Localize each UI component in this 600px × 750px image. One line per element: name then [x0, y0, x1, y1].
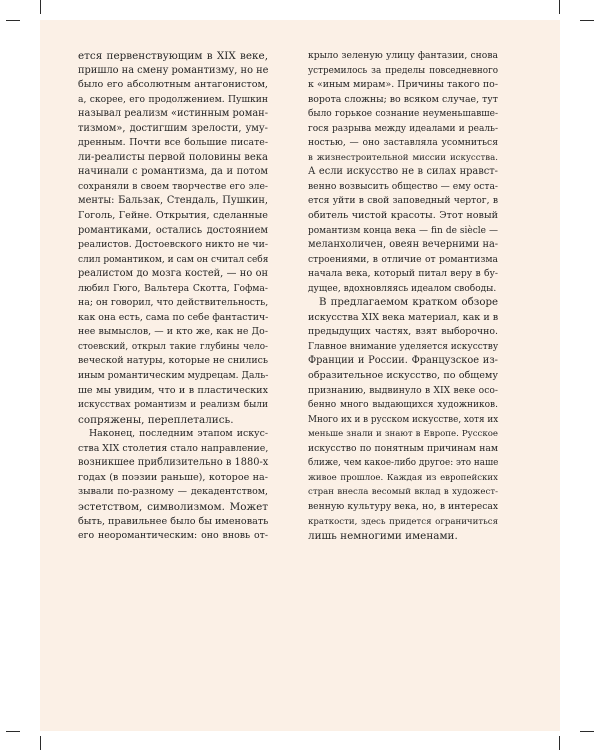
crop-mark-bottom-left-v	[40, 736, 41, 750]
crop-mark-bottom-left-h	[6, 731, 20, 732]
text-line: Главное внимание уделяется искусству	[308, 341, 499, 352]
text-line: признанию, выдвинуло в XIX веке осо-	[308, 384, 498, 396]
text-line: реалистом до мозга костей, — но он	[78, 268, 268, 280]
text-line: было его абсолютным антагонистом,	[78, 79, 268, 91]
text-line: дущее, вдохновляясь идеалом свободы.	[308, 283, 497, 294]
text-column-left	[78, 49, 268, 544]
text-line: строениями, в отличие от романтизма	[308, 253, 498, 265]
crop-mark-top-left-v	[40, 0, 41, 14]
text-line: романтизм конца века — fin de siècle —	[308, 225, 498, 236]
text-line: венно возвысить общество — ему оста-	[308, 180, 499, 192]
text-line: ше мы увидим, что и в пластических	[78, 384, 268, 396]
text-line: образительное искусство, по общему	[308, 370, 498, 382]
text-line: В предлагаемом кратком обзоре	[319, 297, 498, 309]
text-line: тизмом», достигшим зрелости, уму-	[78, 122, 268, 134]
text-line: романтиками, остались достоянием	[78, 224, 268, 236]
crop-mark-bottom-right-h	[580, 731, 594, 732]
text-line: А если искусство не в силах нравст-	[308, 166, 498, 178]
text-line: лишь немногими именами.	[308, 530, 458, 543]
text-line: меланхоличен, овеян вечерними на-	[308, 239, 499, 251]
text-line: дренным. Почти все большие писате-	[78, 137, 268, 149]
text-line: веческой натуры, которые не снились	[78, 355, 268, 367]
text-line: Гоголь, Гейне. Открытия, сделанные	[78, 210, 268, 222]
text-line: быть, правильнее было бы именовать	[78, 515, 269, 527]
text-line: иным романтическим мудрецам. Даль-	[78, 370, 269, 382]
text-line: его неоромантическим: оно вновь от-	[78, 530, 268, 542]
text-line: меньше знали и знают в Европе. Русское	[308, 429, 498, 440]
text-line: краткости, здесь придется ограничиться	[308, 516, 498, 527]
text-line: ностью, — оно заставляла усомниться	[308, 137, 498, 149]
text-line: ется первенствующим в XIX веке,	[78, 50, 268, 62]
text-line: стран внесла весомый вклад в художест-	[308, 487, 498, 498]
text-line: ворота сложны; во всяком случае, тут	[308, 93, 498, 105]
text-line: нее вымыслов, — и кто же, как не До-	[78, 326, 268, 338]
text-line: начинали с романтизма, да и потом	[78, 166, 268, 178]
text-line: ближе, чем какое-либо другое: это наше	[308, 458, 499, 469]
text-line: Франции и России. Французское из-	[308, 355, 498, 367]
text-line: гося разрыва между идеалами и реаль-	[308, 123, 498, 134]
text-line: крыло зеленую улицу фантазии, снова	[308, 50, 498, 61]
text-line: в жизнестроительной миссии искусства.	[308, 152, 498, 163]
crop-mark-top-left-h	[6, 20, 20, 21]
crop-mark-bottom-right-v	[559, 736, 560, 750]
text-line: к «иным мирам». Причины такого по-	[308, 79, 498, 91]
text-line: искусствах романтизм и реализм были	[78, 400, 268, 411]
text-line: сопряжены, переплетались.	[78, 413, 234, 426]
text-line: а, скорее, его продолжением. Пушкин	[78, 93, 268, 105]
text-line: ства XIX столетия стало направление,	[78, 442, 269, 454]
text-line: предыдущих частях, взят выборочно.	[308, 326, 498, 338]
text-line: Наконец, последним этапом искус-	[89, 428, 268, 440]
text-line: начала века, который питал веру в бу-	[308, 268, 498, 280]
crop-mark-top-right-h	[580, 20, 594, 21]
text-column-right	[308, 49, 498, 544]
text-line: зывали по-разному — декадентством,	[78, 486, 268, 498]
text-line: устремилось за пределы повседневного	[308, 65, 498, 76]
crop-mark-top-right-v	[559, 0, 560, 14]
text-line: менты: Бальзак, Стендаль, Пушкин,	[78, 195, 268, 207]
text-line: на; он говорил, что действительность,	[78, 297, 269, 309]
text-line: живое прошлое. Каждая из европейских	[308, 472, 498, 483]
text-line: было горькое сознание неуменьшавше-	[308, 109, 498, 120]
text-line: искусства XIX века материал, как и в	[308, 311, 499, 323]
text-line: венную культуру века, но, в интересах	[308, 500, 498, 512]
text-line: слил романтиком, и сам он считал себя	[78, 254, 269, 265]
text-line: пришло на смену романтизму, но не	[78, 64, 269, 76]
text-line: стоевский, открыл такие глубины чело-	[78, 341, 268, 352]
text-line: годах (в поэзии раньше), которое на-	[78, 471, 268, 483]
text-line: сохраняли в своем творчестве его эле-	[78, 180, 268, 192]
text-line: бенно много выдающихся художников.	[308, 400, 498, 411]
text-line: как она есть, сама по себе фантастич-	[78, 311, 269, 323]
text-line: ли-реалисты первой половины века	[78, 151, 268, 163]
text-line: Много их и в русском искусстве, хотя их	[308, 414, 499, 425]
text-line: реалистов. Достоевского никто не чи-	[78, 239, 268, 251]
text-line: любил Гюго, Вальтера Скотта, Гофма-	[78, 282, 268, 294]
text-line: искусство по понятным причинам нам	[308, 442, 498, 454]
text-line: возникшее приблизительно в 1880-х	[78, 457, 269, 469]
text-line: называл реализм «истинным роман-	[78, 108, 268, 120]
text-line: эстетством, символизмом. Может	[78, 500, 268, 513]
text-line: ется уйти в свой заповедный чертог, в	[308, 195, 498, 207]
text-line: обитель чистой красоты. Этот новый	[308, 210, 498, 222]
